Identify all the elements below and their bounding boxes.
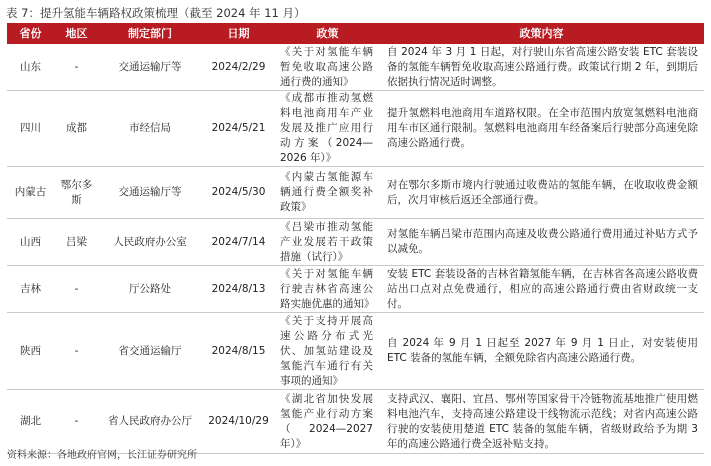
cell-policy: 《内蒙古氢能源车辆通行费全额奖补政策》: [276, 167, 379, 219]
cell-region: -: [54, 390, 99, 454]
cell-policy-content: 对氢能车辆吕梁市范围内高速及收费公路通行费用通过补贴方式予以减免。: [379, 219, 704, 266]
header-region: 地区: [54, 23, 99, 44]
cell-policy: 《湖北省加快发展氢能产业行动方案（2024—2027 年）》: [276, 390, 379, 454]
cell-region: 鄂尔多斯: [54, 167, 99, 219]
cell-department: 交通运输厅等: [99, 167, 201, 219]
table-row: [7, 219, 704, 266]
cell-region: 成都: [54, 91, 99, 167]
cell-province: 陕西: [7, 313, 54, 390]
cell-date: 2024/7/14: [201, 219, 276, 266]
table-row: [7, 390, 704, 454]
cell-policy-content: 对在鄂尔多斯市境内行驶通过收费站的氢能车辆，在收取收费金额后，次月审核后返还全部通行费。: [379, 167, 704, 219]
cell-policy-content: 自 2024 年 3 月 1 日起，对行驶山东省高速公路安装 ETC 套装设备的氢能车辆暂免收取高速公路通行费。政策试行期 2 年，到期后依据执行情况适时调整。: [379, 44, 704, 91]
cell-policy-content: 自 2024 年 9 月 1 日起至 2027 年 9 月 1 日止，对安装使用 ETC 装备的氢能车辆，全额免除省内高速公路通行费。: [379, 313, 704, 390]
cell-date: 2024/10/29: [201, 390, 276, 454]
cell-region: -: [54, 44, 99, 91]
cell-department: 厅公路处: [99, 266, 201, 313]
cell-province: 湖北: [7, 390, 54, 454]
cell-region: 吕梁: [54, 219, 99, 266]
header-department: 制定部门: [99, 23, 201, 44]
cell-department: 交通运输厅等: [99, 44, 201, 91]
cell-policy-content: 提升氢燃料电池商用车道路权限。在全市范围内放宽氢燃料电池商用车市区通行限制。氢燃料电池商用车经备案后行驶部分高速免除高速公路通行费。: [379, 91, 704, 167]
table-row: [7, 167, 704, 219]
cell-province: 四川: [7, 91, 54, 167]
table-title: 表 7：提升氢能车辆路权政策梳理（截至 2024 年 11 月）: [6, 6, 306, 20]
policy-table: [7, 23, 704, 454]
table-row: [7, 44, 704, 91]
cell-date: 2024/2/29: [201, 44, 276, 91]
cell-policy: 《关于对氢能车辆暂免收取高速公路通行费的通知》: [276, 44, 379, 91]
cell-policy: 《关于支持开展高速公路分布式光伏、加氢站建设及氢能汽车通行有关事项的通知》: [276, 313, 379, 390]
cell-province: 内蒙古: [7, 167, 54, 219]
cell-region: -: [54, 266, 99, 313]
cell-date: 2024/5/30: [201, 167, 276, 219]
cell-policy: 《成都市推动氢燃料电池商用车产业发展及推广应用行动方案（2024—2026 年）》: [276, 91, 379, 167]
cell-department: 市经信局: [99, 91, 201, 167]
table-header-row: [7, 23, 704, 44]
cell-policy-content: 安装 ETC 套装设备的吉林省籍氢能车辆，在吉林省各高速公路收费站出口点对点免费通行，相应的高速公路通行费由省财政统一支付。: [379, 266, 704, 313]
header-policy-content: 政策内容: [379, 23, 704, 44]
cell-policy-content: 支持武汉、襄阳、宜昌、鄂州等国家骨干冷链物流基地推广使用燃料电池汽车，支持高速公路建设干线物流示范线；对省内高速公路行驶的安装使用楚道 ETC 装备的氢能车辆，省级财政给予为期 3 年的高速公路通行费全返补贴支持。: [379, 390, 704, 454]
cell-date: 2024/8/13: [201, 266, 276, 313]
cell-province: 吉林: [7, 266, 54, 313]
cell-province: 山西: [7, 219, 54, 266]
header-policy: 政策: [276, 23, 379, 44]
cell-province: 山东: [7, 44, 54, 91]
header-date: 日期: [201, 23, 276, 44]
cell-department: 省交通运输厅: [99, 313, 201, 390]
cell-date: 2024/8/15: [201, 313, 276, 390]
table-row: [7, 91, 704, 167]
cell-department: 人民政府办公室: [99, 219, 201, 266]
cell-department: 省人民政府办公厅: [99, 390, 201, 454]
cell-region: -: [54, 313, 99, 390]
cell-policy: 《吕梁市推动氢能产业发展若干政策措施（试行）》: [276, 219, 379, 266]
table-row: [7, 313, 704, 390]
header-province: 省份: [7, 23, 54, 44]
table-row: [7, 266, 704, 313]
source-note: 资料来源：各地政府官网，长江证券研究所: [7, 450, 197, 461]
cell-policy: 《关于对氢能车辆行驶吉林省高速公路实施优惠的通知》: [276, 266, 379, 313]
cell-date: 2024/5/21: [201, 91, 276, 167]
